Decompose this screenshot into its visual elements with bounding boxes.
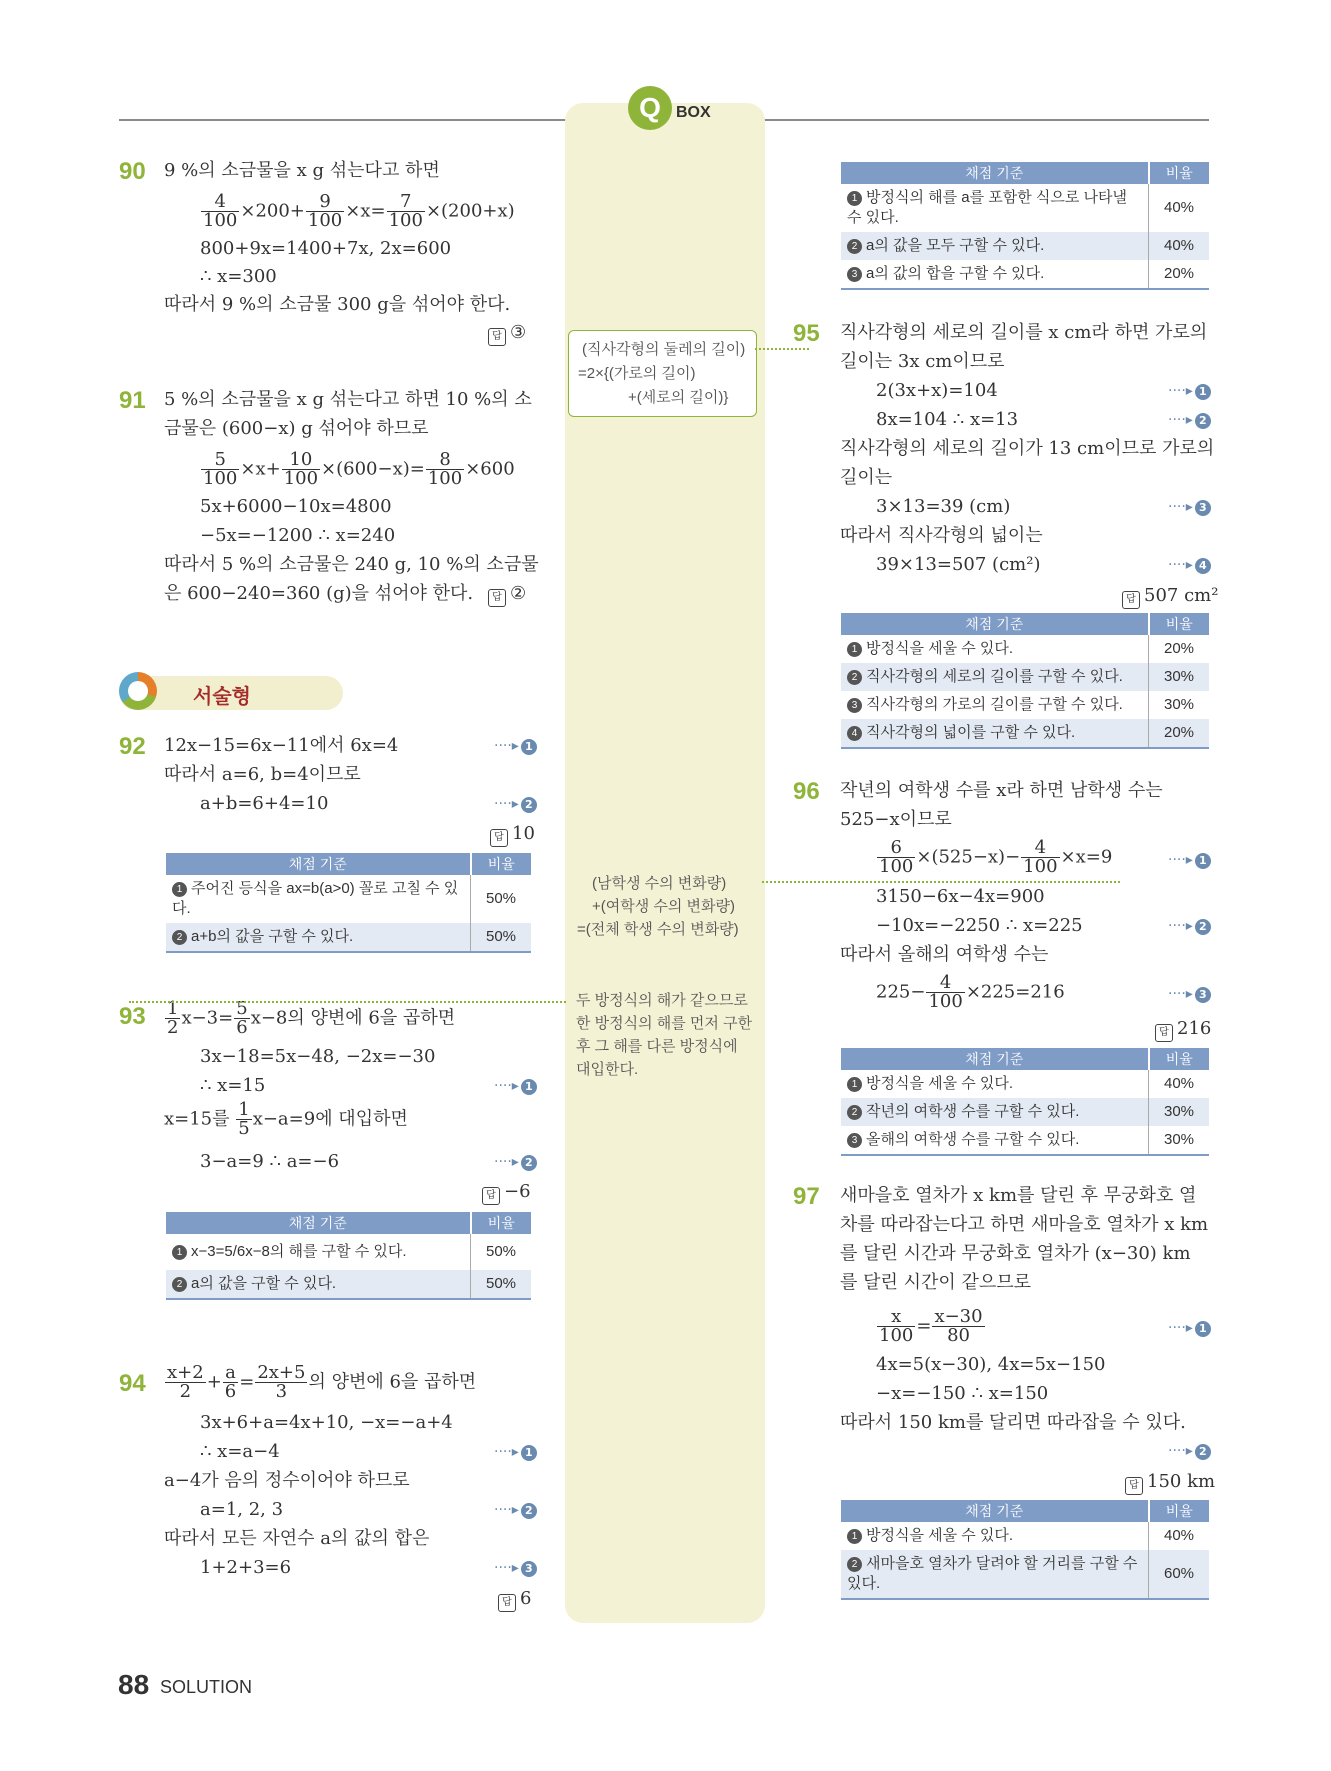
equation: −x=−150 ∴ x=150 xyxy=(876,1383,1049,1404)
problem-number: 97 xyxy=(793,1183,820,1210)
equation: ∴ x=a−4 xyxy=(200,1441,280,1462)
equation: ∴ x=15 xyxy=(200,1075,266,1096)
note-line: +(세로의 길이)} xyxy=(628,389,729,406)
step-mark: ····▸ 4 xyxy=(1168,557,1211,574)
section-label: 서술형 xyxy=(193,684,251,708)
grading-table xyxy=(166,1212,531,1300)
equation: 4x=5(x−30), 4x=5x−150 xyxy=(876,1354,1106,1375)
table-row: 2 새마을호 열차가 달려야 할 거리를 구할 수 있다. 60% xyxy=(841,1550,1209,1599)
problem-text: 5 %의 소금물을 x g 섞는다고 하면 10 %의 소 xyxy=(164,389,532,410)
problem-text: 작년의 여학생 수를 x라 하면 남학생 수는 xyxy=(840,780,1163,801)
step-mark: ····▸ 2 xyxy=(494,1502,537,1519)
answer: 답 −6 xyxy=(482,1181,531,1205)
step-mark: ····▸ 2 xyxy=(494,796,537,813)
answer-icon: 답 xyxy=(1155,1024,1173,1042)
equation: 8x=104 ∴ x=13 xyxy=(876,409,1019,430)
solution-text: 따라서 직사각형의 넓이는 xyxy=(840,525,1043,546)
equation: 800+9x=1400+7x, 2x=600 xyxy=(200,238,452,259)
answer: 답 6 xyxy=(498,1588,531,1612)
equation: $\frac{x}{100}$ = $\frac{x-30}{80}$ xyxy=(879,1306,983,1346)
grading-table xyxy=(166,853,531,953)
problem-text: 길이는 3x cm이므로 xyxy=(840,351,1005,372)
solution-text: a−4가 음의 정수이어야 하므로 xyxy=(164,1470,410,1491)
answer-icon: 답 xyxy=(498,1594,516,1612)
note-connector xyxy=(755,348,809,350)
step-mark: ····▸ 1 xyxy=(494,1444,537,1461)
step-mark: ····▸ 2 xyxy=(494,1154,537,1171)
answer: 답 ② xyxy=(488,583,526,607)
step-mark: ····▸ 1 xyxy=(1168,852,1211,869)
solution-text: 직사각형의 세로의 길이가 13 cm이므로 가로의 xyxy=(840,438,1215,459)
equation: −10x=−2250 ∴ x=225 xyxy=(876,915,1083,936)
problem-text: 직사각형의 세로의 길이를 x cm라 하면 가로의 xyxy=(840,322,1208,343)
table-header: 비율 xyxy=(1149,613,1210,635)
solution-text: 따라서 a=6, b=4이므로 xyxy=(164,764,361,785)
table-row: 1 방정식을 세울 수 있다. 20% xyxy=(841,635,1209,663)
equation: 12x−15=6x−11에서 6x=4 xyxy=(164,735,399,756)
note-connector xyxy=(762,881,1120,883)
equation: 3×13=39 (cm) xyxy=(876,496,1011,517)
table-row: 2 작년의 여학생 수를 구할 수 있다. 30% xyxy=(841,1098,1209,1126)
table-row: 4 직사각형의 넓이를 구할 수 있다. 20% xyxy=(841,719,1209,748)
equation: $\frac{6}{100}$ ×(525−x)− $\frac{4}{100}$ ×x=9 xyxy=(879,837,1113,877)
section-icon xyxy=(119,672,157,710)
solution-text: 따라서 5 %의 소금물은 240 g, 10 %의 소금물 xyxy=(164,554,539,575)
equation: 3−a=9 ∴ a=−6 xyxy=(200,1151,340,1172)
table-header: 채점 기준 xyxy=(841,162,1149,184)
problem-number: 93 xyxy=(119,1003,146,1030)
table-row: 2 a+b의 값을 구할 수 있다. 50% xyxy=(166,923,531,952)
grading-table xyxy=(841,1048,1209,1156)
table-row: 1 방정식을 세울 수 있다. 40% xyxy=(841,1522,1209,1550)
table-header: 채점 기준 xyxy=(841,613,1149,635)
problem-text: 금물은 (600−x) g 섞어야 하므로 xyxy=(164,418,429,439)
grading-table xyxy=(841,162,1209,290)
equation: 1+2+3=6 xyxy=(200,1557,292,1578)
table-row: 1 x−3=5/6x−8의 해를 구할 수 있다. 50% xyxy=(166,1234,531,1270)
step-mark: ····▸ 2 xyxy=(1168,918,1211,935)
note-line: 대입한다. xyxy=(576,1061,639,1078)
answer: 답 507 cm² xyxy=(1122,585,1218,609)
answer-icon: 답 xyxy=(490,829,508,847)
table-row: 2 직사각형의 세로의 길이를 구할 수 있다. 30% xyxy=(841,663,1209,691)
page-number: 88 xyxy=(118,1669,150,1700)
table-header: 채점 기준 xyxy=(166,853,471,875)
problem-number: 90 xyxy=(119,158,146,185)
solution-text: 따라서 150 km를 달리면 따라잡을 수 있다. xyxy=(840,1412,1186,1433)
note-line: (남학생 수의 변화량) xyxy=(592,875,727,892)
table-header: 비율 xyxy=(1149,162,1210,184)
equation: $\frac{1}{2}$ x−3= $\frac{5}{6}$ x−8의 양변에 6을 곱하면 xyxy=(167,998,456,1038)
step-mark: ····▸ 2 xyxy=(1168,412,1211,429)
footer-label: SOLUTION xyxy=(160,1677,253,1697)
solution-text: 은 600−240=360 (g)을 섞어야 한다. xyxy=(164,583,474,604)
step-mark: ····▸ 1 xyxy=(1168,1320,1211,1337)
answer: 답 150 km xyxy=(1125,1471,1215,1495)
equation: $\frac{4}{100}$ ×200+ $\frac{9}{100}$ ×x= $\frac{7}{100}$ ×(200+x) xyxy=(203,191,515,231)
equation: 3x−18=5x−48, −2x=−30 xyxy=(200,1046,436,1067)
table-header: 비율 xyxy=(471,853,532,875)
equation: $\frac{x+2}{2}$ + $\frac{a}{6}$ = $\frac{2x+5}{3}$ 의 양변에 6을 곱하면 xyxy=(167,1362,477,1402)
table-row: 3 직사각형의 가로의 길이를 구할 수 있다. 30% xyxy=(841,691,1209,719)
equation: −5x=−1200 ∴ x=240 xyxy=(200,525,396,546)
table-row: 1 방정식의 해를 a를 포함한 식으로 나타낼 수 있다. 40% xyxy=(841,184,1209,232)
q-box-icon: Q xyxy=(628,86,672,130)
answer-icon: 답 xyxy=(488,328,506,346)
step-mark: ····▸ 3 xyxy=(1168,499,1211,516)
note-connector xyxy=(129,1001,566,1003)
note-line: 한 방정식의 해를 먼저 구한 xyxy=(576,1015,753,1032)
table-row: 3 올해의 여학생 수를 구할 수 있다. 30% xyxy=(841,1126,1209,1155)
step-mark: ····▸ 2 xyxy=(1168,1443,1211,1460)
answer: 답 10 xyxy=(490,823,535,847)
grading-table xyxy=(841,613,1209,749)
note-line: =2×{(가로의 길이) xyxy=(578,365,696,382)
solution-text: 따라서 올해의 여학생 수는 xyxy=(840,944,1049,965)
answer-icon: 답 xyxy=(482,1187,500,1205)
table-row: 2 a의 값을 구할 수 있다. 50% xyxy=(166,1270,531,1299)
q-box-label: BOX xyxy=(676,104,711,121)
answer-icon: 답 xyxy=(1125,1477,1143,1495)
solution-text: 길이는 xyxy=(840,467,893,488)
note-line: =(전체 학생 수의 변화량) xyxy=(577,921,739,938)
solution-text: 따라서 9 %의 소금물 300 g을 섞어야 한다. xyxy=(164,294,511,315)
step-mark: ····▸ 1 xyxy=(1168,383,1211,400)
problem-text: 를 달린 시간과 무궁화호 열차가 (x−30) km xyxy=(840,1243,1191,1264)
problem-text: 새마을호 열차가 x km를 달린 후 무궁화호 열 xyxy=(840,1185,1197,1206)
grading-table xyxy=(841,1500,1209,1600)
table-row: 3 a의 값의 합을 구할 수 있다. 20% xyxy=(841,260,1209,289)
problem-number: 94 xyxy=(119,1370,146,1397)
problem-number: 96 xyxy=(793,778,820,805)
equation: 39×13=507 (cm²) xyxy=(876,554,1041,575)
table-header: 비율 xyxy=(471,1212,532,1234)
step-mark: ····▸ 3 xyxy=(494,1560,537,1577)
problem-text: 525−x이므로 xyxy=(840,809,952,830)
note-line: +(여학생 수의 변화량) xyxy=(592,898,736,915)
answer: 답 ③ xyxy=(488,322,526,346)
table-header: 비율 xyxy=(1149,1500,1210,1522)
equation: a+b=6+4=10 xyxy=(200,793,329,814)
problem-text: 9 %의 소금물을 x g 섞는다고 하면 xyxy=(164,160,440,181)
note-line: (직사각형의 둘레의 길이) xyxy=(582,341,746,358)
problem-number: 91 xyxy=(119,387,146,414)
problem-number: 92 xyxy=(119,733,146,760)
problem-text: 차를 따라잡는다고 하면 새마을호 열차가 x km xyxy=(840,1214,1209,1235)
table-header: 채점 기준 xyxy=(841,1048,1149,1070)
table-header: 채점 기준 xyxy=(841,1500,1149,1522)
problem-number: 95 xyxy=(793,320,820,347)
table-row: 2 a의 값을 모두 구할 수 있다. 40% xyxy=(841,232,1209,260)
note-line: 두 방정식의 해가 같으므로 xyxy=(576,992,748,1009)
table-row: 1 주어진 등식을 ax=b(a>0) 꼴로 고칠 수 있다. 50% xyxy=(166,875,531,923)
equation: $\frac{5}{100}$ ×x+ $\frac{10}{100}$ ×(600−x)= $\frac{8}{100}$ ×600 xyxy=(203,449,515,489)
equation: 3150−6x−4x=900 xyxy=(876,886,1045,907)
table-row: 1 방정식을 세울 수 있다. 40% xyxy=(841,1070,1209,1098)
solution-text: 따라서 모든 자연수 a의 값의 합은 xyxy=(164,1528,430,1549)
answer-icon: 답 xyxy=(488,589,506,607)
table-header: 채점 기준 xyxy=(166,1212,471,1234)
step-mark: ····▸ 1 xyxy=(494,1078,537,1095)
equation: 5x+6000−10x=4800 xyxy=(200,496,392,517)
equation: 3x+6+a=4x+10, −x=−a+4 xyxy=(200,1412,453,1433)
equation: ∴ x=300 xyxy=(200,266,277,287)
problem-text: 를 달린 시간이 같으므로 xyxy=(840,1272,1032,1293)
equation: 2(3x+x)=104 xyxy=(876,380,998,401)
note-line: 후 그 해를 다른 방정식에 xyxy=(576,1038,738,1055)
equation: 225− $\frac{4}{100}$ ×225=216 xyxy=(876,972,1065,1012)
step-mark: ····▸ 3 xyxy=(1168,986,1211,1003)
equation: a=1, 2, 3 xyxy=(200,1499,284,1520)
step-mark: ····▸ 1 xyxy=(494,738,537,755)
answer-icon: 답 xyxy=(1122,591,1140,609)
equation: x=15를 $\frac{1}{5}$ x−a=9에 대입하면 xyxy=(164,1099,408,1139)
answer: 답 216 xyxy=(1155,1018,1211,1042)
table-header: 비율 xyxy=(1149,1048,1210,1070)
